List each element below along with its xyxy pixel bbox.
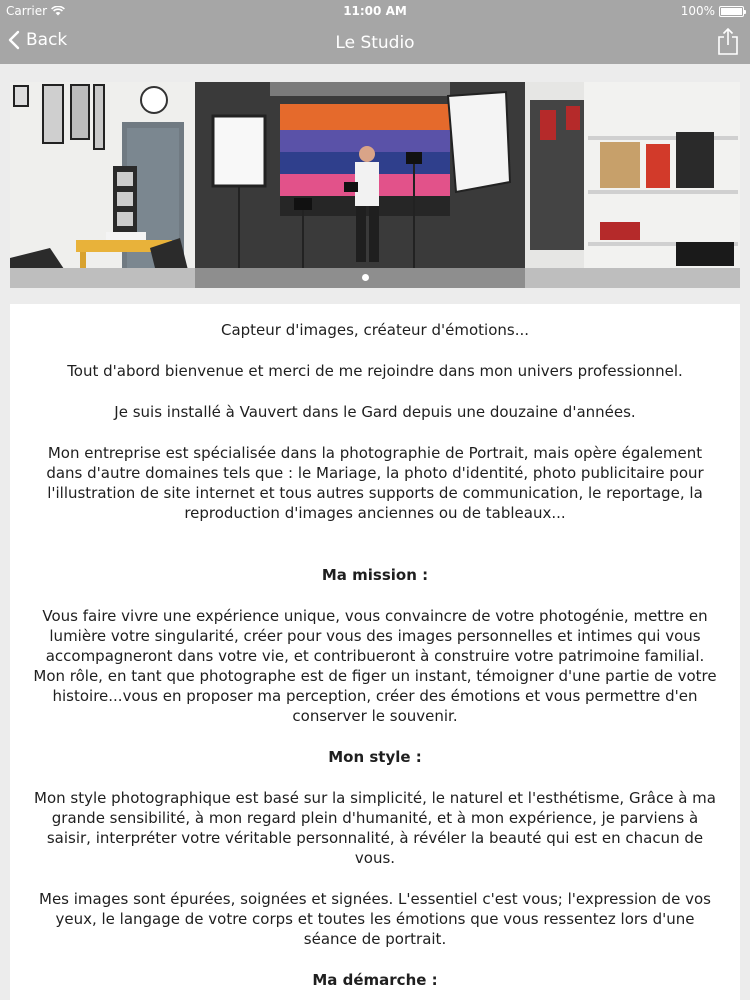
share-icon[interactable] (716, 28, 740, 56)
welcome-text: Tout d'abord bienvenue et merci de me rejoindre dans mon univers professionnel. (67, 362, 683, 380)
spacer (28, 544, 722, 565)
studio-photo-carousel[interactable] (10, 82, 740, 288)
content-card (10, 304, 740, 1000)
studio-description (10, 304, 740, 990)
carrier-label: Carrier (6, 4, 48, 18)
mission-heading: Ma mission : (321, 566, 429, 584)
page-title: Le Studio (335, 33, 415, 53)
status-time: 11:00 AM (343, 4, 407, 18)
approach-heading: Ma démarche : (312, 971, 438, 989)
location-text: Je suis installé à Vauvert dans le Gard depuis une douzaine d'années. (114, 403, 636, 421)
images-text: Mes images sont épurées, soignées et signées. L'essentiel c'est vous; l'expression de vos yeux, le langage de votre corps et toutes les émotions que vous ressentez lors d'une séance de portrait. (39, 890, 711, 948)
tagline: Capteur d'images, créateur d'émotions... (220, 321, 530, 339)
studio-photo (10, 82, 740, 288)
style-text: Mon style photographique est basé sur la simplicité, le naturel et l'esthétisme, Grâce à ma grande sensibilité, à mon regard plein d'humanité, et à mon expérience, je parviens à saisir, interpréter votre véritable personnalité, à révéler la beauté qui est en chacun de vous. (34, 789, 716, 867)
back-button-label: Back (26, 30, 68, 50)
mission-text: Vous faire vivre une expérience unique, vous convaincre de votre photogénie, mettre en lumière votre singularité, créer pour vous des images personnelles et intimes qui vous accompagneront dans votre vie, et contribueront à construire votre patrimoine familial. Mon rôle, en tant que photographe est de figer un instant, témoigner d'une partie de votre histoire...vous en proposer ma perception, créer des émotions et vous permettre d'en conserver le souvenir. (33, 607, 717, 725)
battery-indicator (681, 4, 744, 18)
carousel-page-indicator[interactable] (362, 274, 369, 281)
style-heading: Mon style : (328, 748, 422, 766)
status-bar (0, 0, 750, 22)
battery-icon (719, 6, 744, 17)
business-text: Mon entreprise est spécialisée dans la photographie de Portrait, mais opère également dans d'autre domaines tels que : le Mariage, la photo d'identité, photo publicitaire pour l'illustration de site internet et tous autres supports de communication, le reportage, la reproduction d'images anciennes ou de tableaux... (46, 444, 704, 522)
navigation-bar (0, 22, 750, 64)
battery-percent: 100% (680, 4, 715, 18)
